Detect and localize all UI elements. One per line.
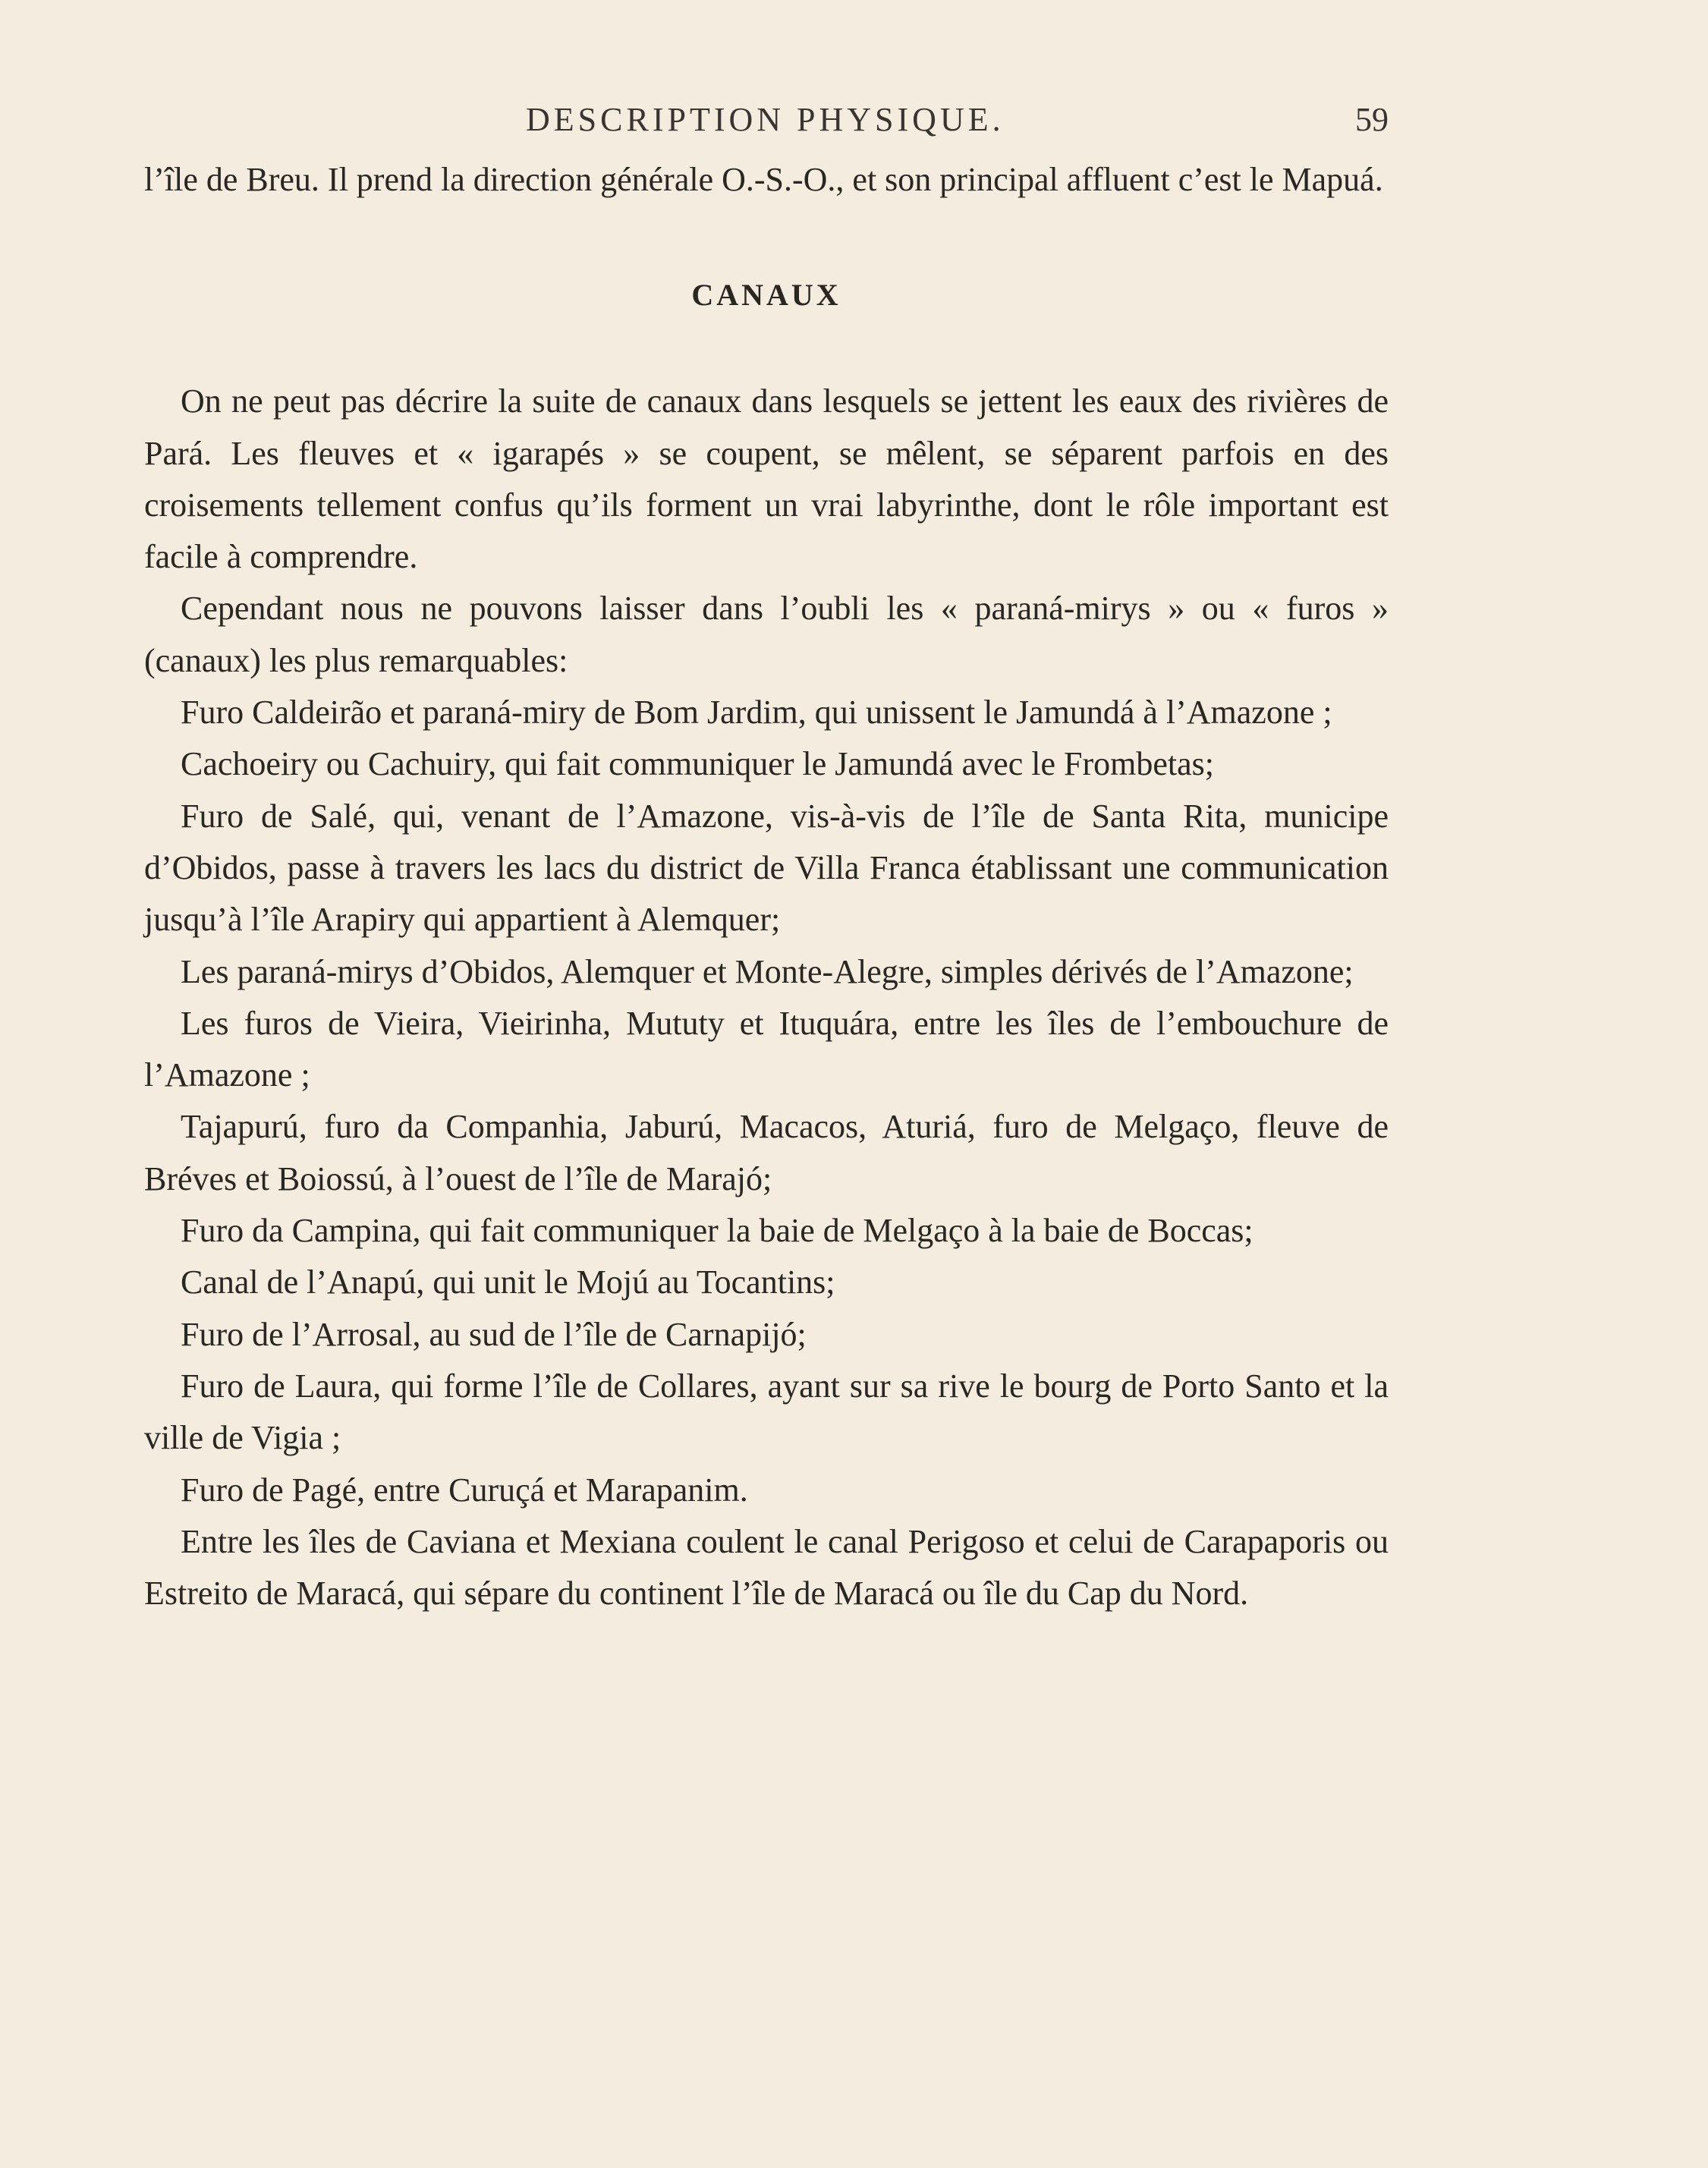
list-item-cachoeiry: Cachoeiry ou Cachuiry, qui fait communiquer le Jamundá avec le Frombetas; xyxy=(181,745,1214,783)
list-item-tajapuru: Tajapurú, furo da Companhia, Jaburú, Macacos, Aturiá, furo de Melgaço, fleuve de Bréves et Boiossú, à l’ouest de l’île de Marajó; xyxy=(144,1108,1389,1197)
paragraph-2: Cependant nous ne pouvons laisser dans l’oubli les « paraná-mirys » ou « furos » (canaux) les plus remarquables: xyxy=(144,590,1389,679)
list-item-parana-mirys: Les paraná-mirys d’Obidos, Alemquer et Monte-Alegre, simples dérivés de l’Amazone; xyxy=(181,952,1354,990)
list-item-canal-anapu: Canal de l’Anapú, qui unit le Mojú au Tocantins; xyxy=(181,1263,835,1301)
list-item-furo-arrosal: Furo de l’Arrosal, au sud de l’île de Carnapijó; xyxy=(181,1315,807,1353)
section-title: CANAUX xyxy=(691,278,841,313)
list-item-furo-da-campina: Furo da Campina, qui fait communiquer la baie de Melgaço à la baie de Boccas; xyxy=(181,1212,1253,1250)
page-number: 59 xyxy=(1355,101,1389,138)
list-item-furo-caldeirao: Furo Caldeirão et paraná-miry de Bom Jardim, qui unissent le Jamundá à l’Amazone ; xyxy=(181,694,1332,732)
running-title: DESCRIPTION PHYSIQUE. xyxy=(526,101,1005,138)
list-item-furos-de-vieira: Les furos de Vieira, Vieirinha, Mututy et Ituquára, entre les îles de l’embouchure de l’Amazone ; xyxy=(144,1004,1389,1094)
list-item-furo-de-sale: Furo de Salé, qui, venant de l’Amazone, vis-à-vis de l’île de Santa Rita, municipe d’Obidos, passe à travers les lacs du district de Villa Franca établissant une communication jusqu’à l’île Arapiry qui appartient à Alemquer; xyxy=(144,797,1389,939)
closing-paragraph: Entre les îles de Caviana et Mexiana coulent le canal Perigoso et celui de Carapaporis ou Estreito de Maracá, qui sépare du continent l’île de Maracá ou île du Cap du Nord. xyxy=(144,1522,1389,1613)
intro-paragraph: l’île de Breu. Il prend la direction générale O.-S.-O., et son principal affluent c’est le Mapuá. xyxy=(144,161,1383,198)
list-item-furo-de-page: Furo de Pagé, entre Curuçá et Marapanim. xyxy=(181,1471,748,1509)
list-item-furo-de-laura: Furo de Laura, qui forme l’île de Collares, ayant sur sa rive le bourg de Porto Santo et la ville de Vigia ; xyxy=(144,1367,1389,1457)
body-text xyxy=(144,154,1389,1619)
paragraph-1: On ne peut pas décrire la suite de canaux dans lesquels se jettent les eaux des rivières de Pará. Les fleuves et « igarapés » se coupent, se mêlent, se séparent parfois en des croisements tellement confus qu’ils forment un vrai labyrinthe, dont le rôle important est facile à comprendre. xyxy=(144,382,1389,576)
